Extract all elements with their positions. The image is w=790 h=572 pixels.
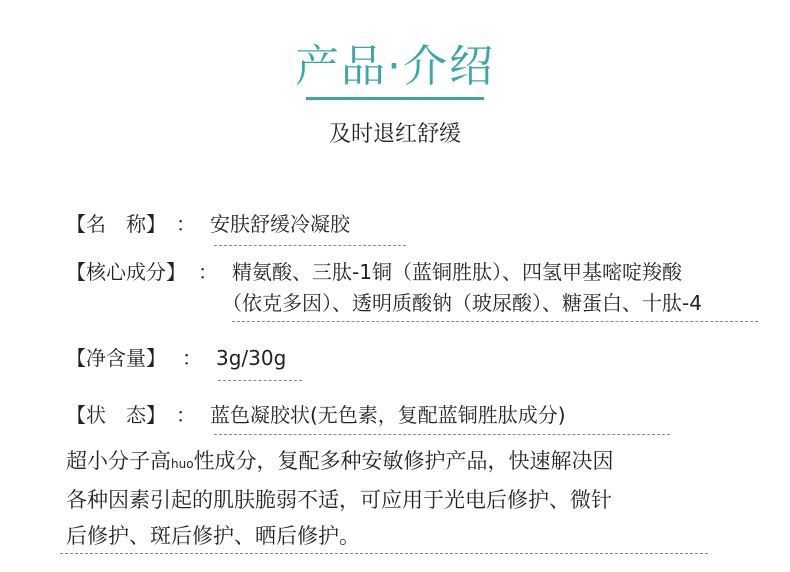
field-ingredients-colon: ： bbox=[198, 260, 218, 284]
description-line1 bbox=[66, 443, 746, 482]
field-ingredients-line2 bbox=[222, 287, 702, 316]
description-line1-a: 超小分子高 bbox=[66, 449, 171, 473]
field-name-value: 安肤舒缓冷凝胶 bbox=[210, 212, 350, 236]
title-underline bbox=[306, 97, 484, 100]
field-name-label: 【名 称】 bbox=[66, 212, 166, 236]
field-net-label: 【净含量】 bbox=[66, 346, 166, 370]
divider-ingredients bbox=[232, 321, 758, 322]
field-ingredients-label: 【核心成分】 bbox=[66, 260, 186, 284]
page-subtitle: 及时退红舒缓 bbox=[328, 122, 461, 147]
field-name-colon: ： bbox=[176, 212, 196, 236]
divider-description bbox=[60, 553, 708, 554]
field-name bbox=[66, 208, 350, 237]
field-ingredients-value-line2: （依克多因）、透明质酸钠（玻尿酸）、糖蛋白、十肽-4 bbox=[222, 291, 702, 315]
field-state-label: 【状 态】 bbox=[66, 403, 166, 427]
field-net-colon: ： bbox=[182, 346, 202, 370]
field-ingredients-value-line1: 精氨酸、三肽-1铜（蓝铜胜肽）、四氢甲基嘧啶羧酸 bbox=[232, 260, 682, 284]
divider-state bbox=[214, 434, 670, 435]
page-title bbox=[0, 30, 790, 94]
title-left: 产品 bbox=[295, 41, 387, 92]
divider-name bbox=[214, 245, 406, 246]
field-net-value: 3g/30g bbox=[216, 346, 287, 370]
field-ingredients bbox=[66, 256, 682, 285]
description bbox=[66, 443, 746, 554]
description-line3: 后修护、斑后修护、晒后修护。 bbox=[66, 524, 360, 548]
description-line1-huo: huo bbox=[171, 457, 194, 471]
field-state-value: 蓝色凝胶状(无色素，复配蓝铜胜肽成分) bbox=[210, 403, 566, 427]
title-dot: · bbox=[387, 41, 403, 92]
title-right: 介绍 bbox=[403, 41, 495, 92]
field-state bbox=[66, 399, 566, 428]
field-state-colon: ： bbox=[176, 403, 196, 427]
description-line1-b: 性成分，复配多种安敏修护产品，快速解决因 bbox=[193, 449, 614, 473]
description-line2: 各种因素引起的肌肤脆弱不适，可应用于光电后修护、微针 bbox=[66, 488, 612, 512]
divider-net bbox=[218, 380, 302, 381]
field-net bbox=[66, 342, 286, 371]
